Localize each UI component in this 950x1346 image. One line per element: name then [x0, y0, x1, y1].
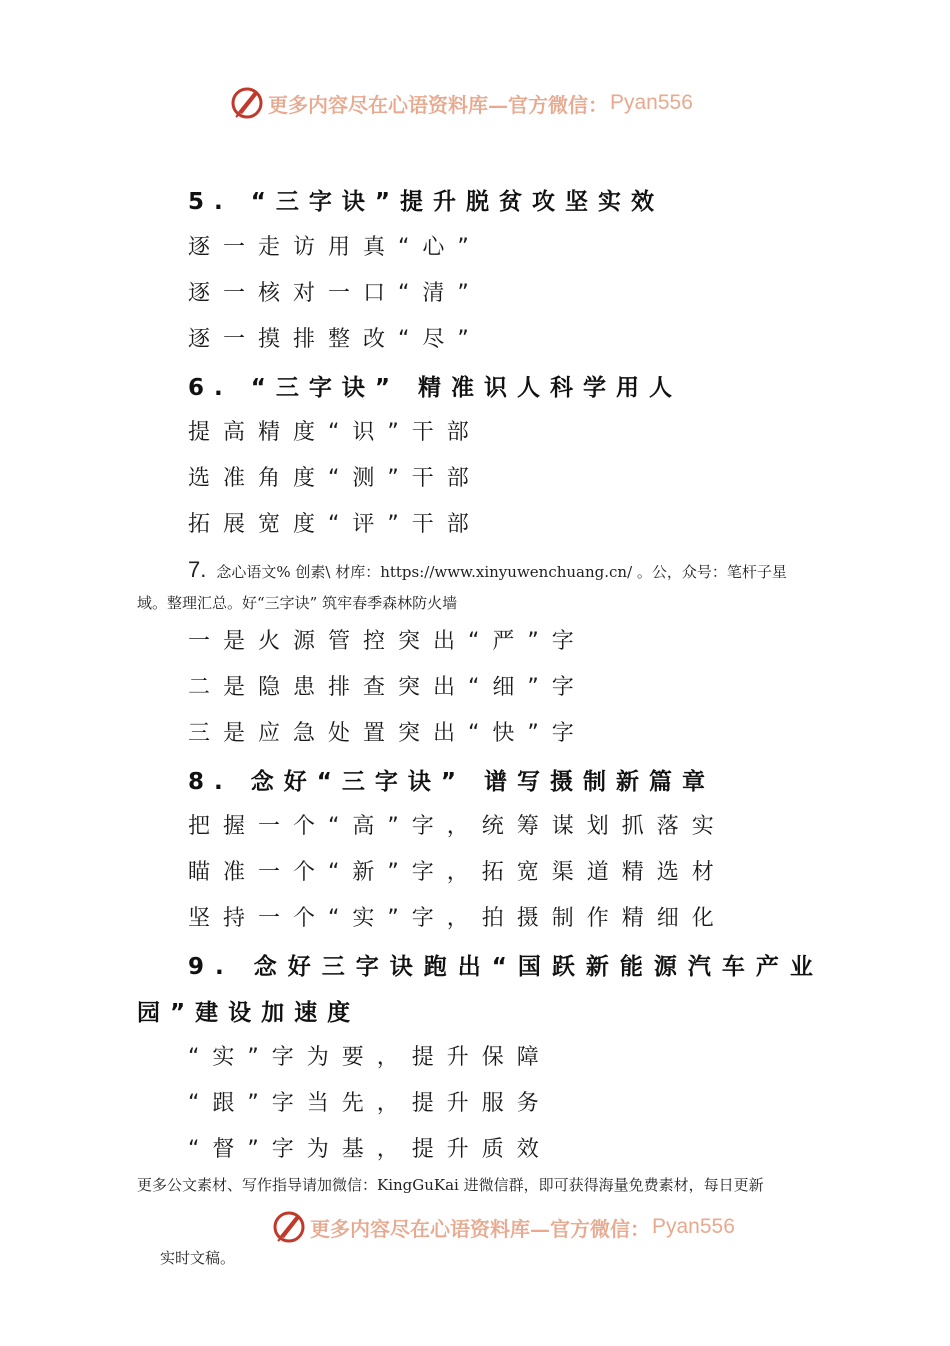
section-6-line-3: 拓展宽度“评”干部 — [188, 512, 482, 537]
section-8-line-3: 坚持一个“实”字，拍摄制作精细化 — [188, 906, 727, 931]
section-5-line-2: 逐一核对一口“清” — [188, 281, 482, 306]
section-6-line-2: 选准角度“测”干部 — [188, 466, 482, 491]
section-7-paragraph-text: 念心语文% 创素\ 材库：https://www.xinyuwenchuang.cn/ 。公，众号：笔杆子星 — [216, 563, 787, 581]
section-7-line-3: 三是应急处置突出“快”字 — [188, 721, 587, 746]
section-8-heading: 8. 念好“三字诀” 谱写摄制新篇章 — [188, 769, 715, 795]
section-9-line-2: “跟”字当先，提升服务 — [188, 1091, 552, 1116]
section-5-line-1: 逐一走访用真“心” — [188, 235, 482, 260]
watermark-account: Pyan556 — [652, 1215, 735, 1238]
section-6-line-1: 提高精度“识”干部 — [188, 420, 482, 445]
watermark-text: 更多内容尽在心语资料库—官方微信： — [310, 1216, 650, 1241]
section-7-line-1: 一是火源管控突出“严”字 — [188, 629, 587, 654]
section-5-heading: 5. “三字诀”提升脱贫攻坚实效 — [188, 189, 664, 215]
section-7-line-2: 二是隐患排查突出“细”字 — [188, 675, 587, 700]
section-9-line-1: “实”字为要，提升保障 — [188, 1045, 552, 1070]
watermark-account: Pyan556 — [610, 91, 693, 114]
quill-logo-icon — [272, 1210, 306, 1244]
watermark-text: 更多内容尽在心语资料库—官方微信： — [268, 92, 608, 117]
watermark-banner-bottom — [272, 1210, 735, 1244]
section-9-line-3: “督”字为基，提升质效 — [188, 1137, 552, 1162]
section-6-heading: 6. “三字诀” 精准识人科学用人 — [188, 375, 682, 401]
section-8-line-2: 瞄准一个“新”字，拓宽渠道精选材 — [188, 860, 727, 885]
section-7-paragraph-line-2: 域。整理汇总。好“三字诀” 筑牢春季森林防火墙 — [137, 594, 458, 612]
section-8-line-1: 把握一个“高”字，统筹谋划抓落实 — [188, 814, 727, 839]
section-7-number: 7. — [188, 557, 207, 582]
watermark-banner-top — [230, 86, 693, 120]
section-9-heading-line-2: 园”建设加速度 — [137, 1000, 361, 1026]
quill-logo-icon — [230, 86, 264, 120]
footer-line-1: 更多公文素材、写作指导请加微信：KingGuKai 进微信群，即可获得海量免费素材，每日更新 — [137, 1176, 764, 1194]
section-7-paragraph-line-1 — [188, 557, 787, 583]
footer-line-2: 实时文稿。 — [160, 1249, 236, 1267]
section-5-line-3: 逐一摸排整改“尽” — [188, 327, 482, 352]
section-9-heading-line-1: 9. 念好三字诀跑出“国跃新能源汽车产业 — [188, 954, 824, 980]
